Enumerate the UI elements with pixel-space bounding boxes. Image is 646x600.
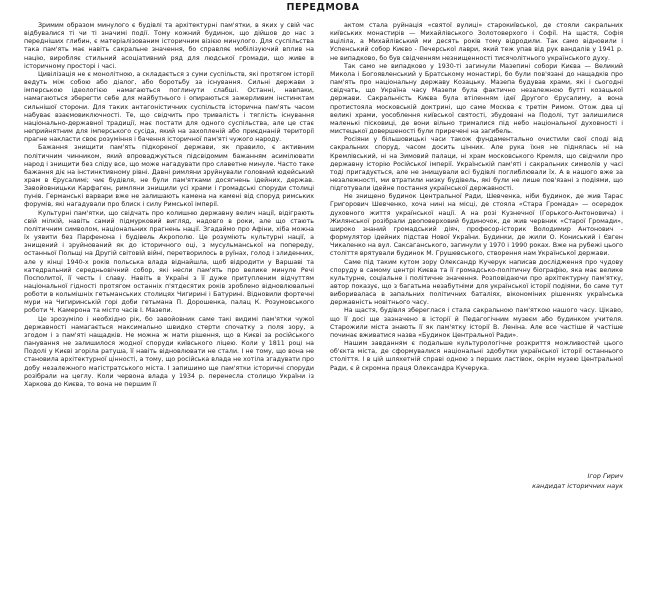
page-title: ПЕРЕДМОВА — [286, 2, 360, 13]
paragraph: Це зрозуміло і необхідно рік, бо завойовник саме такі видимі пам'ятки чужої державності намагається максимально швидко стерти спочатку з поля зору, а згодом і з пам'яті нащадків. Не можна ж мати рішення, що в Києві за російського панування не залишилося жодної споруди київського ліцею. Коли у 1811 році на Подолі у Києві згоріла ратуша, її навіть відновлювати не стали. І не тому, що вона не становила архітектурної цінності, а тому, що російська влада не хотіла згадувати про добу незалежного магістратського міста. І запишимо ще пам'ятки історичні споруди розібрали на цеглу. Коли червона влада у 1934 р. перенесла столицю України із Харкова до Києва, то вона не першим її — [24, 315, 314, 388]
paragraph: Росіяни у більшовицькі часи також фундаментально очистили свої споді від сакральних споруд, часом досить цінних. Але рука їхня не піднялась ні на Кремлівський, ні на Зимовий палаци, ні храм московського Кремля, що свідчили про державну історію Російської імперії. Українській пам'яті і сакральних символів у часі тоді пригадується, але не знищували всі будівлі поглиблювали їх. А в нашого вже за незалежності, ми втратили низку будівель, які були не лише пов'язані з подіями, що підготували ідейне постання української державності. — [330, 136, 623, 193]
author-name: Ігор Гирич — [587, 472, 623, 480]
right-column — [330, 22, 623, 462]
paragraph: На щастя, будівля збереглася і стала сакральною пам'яткою нашого часу. Цікаво, що її досі ще зазначено в історії й Педагогічним музеєм або будинком учителя. Старожили міста знають її як пам'ятку історії В. Леніна. Але все частіше й частіше починає вживатися назва «Будинок Центральної Ради». — [330, 307, 623, 339]
paragraph: Цивілізація не є монолітною, а складається з суми суспільств, які протягом історії ведуть між собою або діалог, або боротьбу за існування. Сильні держави з імперською ідеологією намагаються поглинути слабші. Останні, навпаки, намагаються зберегти себе для майбутнього і опираються зажерливим інстинктам сильнішої сторони. Для таких антагоністичних суспільств історична пам'ять часом набуває взаємовиключності. Те, що свідчить про тривалість і тяглість існування національно-державної традиції, має постати для одного суспільства, але це стає неприйнятним для імперського сусіда, який на захопленій або приєднаній території прагне накласти своє розуміння і бачення історичної пам'яті чужого народу. — [24, 70, 314, 144]
paragraph: Саме під таким кутом зору Олександр Кучерук написав дослідження про чудову споруду в самому центрі Києва та її громадсько-політичну біографію, яка має велике культурне, соціальне і політичне значення. Розповідаючи про архітектурну пам'ятку, автор показує, що з багатьма незабутніми для української історії подіями, бо саме тут вибориваласa в запальних політичних баталіях, вікономіних рішеннях українська державність новітнього часу. — [330, 258, 623, 307]
paragraph: Так само не випадково у 1930-ті загинули Мазепині собори Києва — Великий Микола і Богоявленський у Братському монастирі, бо були пов'язані до нащадків про пам'ять про національну державу Козацьку. Мазепа будував храми, які і сьогодні свідчать, що Україна часу Мазепи була фактично незалежною бутті козацької держави. Сакральність Києва була втіленням ідеї Другого Єрусалиму, а вона протистояла московській доктрині, що саме Москва є третім Римом. Отож два ці великі храми, уособлення київської святості, збудовані на Подолі, тут залишилися маленькі пісковиці, де вони вільно трималися під небо національної духовності і мистецької довершеності були приречені на загибель. — [330, 62, 623, 136]
paragraph: Нашим завданням є подальше культурологічне розкриття можливостей цього об'єкта міста, де сформувалися національні здобутки української історії останнього століття. І в цій шляхетній справі одною з перших ластівок, окрім музею Центральної Ради, є й скромна праця Олександра Кучерука. — [330, 340, 623, 372]
paragraph: Культурні пам'ятки, що свідчать про колишню державну велич нації, відіграють свій мілкій, навіть самий підмурковий вигляд, надовго в роки, але що стають політичним символом, національних прагнень нації. Згадаймо про Афіни, хіба можна їх уявити без Парфенона і будівель Акрополю. Це розуміють культурні нації, а знищений і зруйнований як до історичного оці, з мусульманської на попереду, останньої Польщі на Другій світовій війні, перетворилось в руїнах, голод і злиденних, але у кінці 1940-х років польська влада віднайшла, щоб відродити у Варшаві та катедральний середньовічний собор, які несли пам'ять про велике минуле Речі Посполитої, її честь і славу. Навіть в Україні з її дуже притупленим відчуттям національної гідності протягом останніх п'ятдесятих років зроблено відновлювальні роботи в кольмішніх гетьманських столицях Чигирині і Батурині. Відновили фортечні мури на Чигиринській горі доби гетьмана П. Дорошенка, палац К. Розумовського роботи Ч. Камерона та місто часів І. Мазепи. — [24, 209, 314, 315]
author-title: кандидат історичних наук — [532, 482, 623, 490]
left-column — [24, 22, 314, 577]
paragraph: Не знищено будинок Центральної Ради, Шевченка, ніби будинок, де жив Тарас Григорович Шевченко, хоча нині на місці, де стояла «Стара Громада» — осередок духовного життя української нації. А на розі Кузнечної (Горького-Антоновича) і Жилянської розібрали двоповерховий будиночок, де жив червник «Старої Громади», широко знаний громадський діяч, професор-історик Володимир Антонович - формулятор ідейних підстав Нової України. Будинки, де жили О. Кониський і Євген Чикаленко на вул. Саксаганського, загинули у 1970 і 1990 роках. Вже на рубежі цього століття врятували будинок М. Грушевського, створення нам Української держави. — [330, 193, 623, 258]
paragraph: актом стала руйнація «святої вулиці» старокиївської, де стояли сакральних київських монастирів — Михайлівського Золотоверхого і Софії. На щастя, Софія вціліла, а Михайлівський ми десять років тому відродили. Так само відновили і Успенський собор Києво - Печерської лаври, який теж упав від рук вандалів у 1941 р. не випадково, бо був свідченням незнищенності тисячолітнього українського духу. — [330, 22, 623, 62]
paragraph: Бажання знищити пам'ять підкореної держави, як правило, є активним політичним чинником, який впроваджується підсвідомим бажанням асимілювати народ і знищити без сліду все, що може нагадувати про славетне минуле. Часто таке бажання діє на інстинктивному рівні. Давні римляни зруйнували головний юдейський храм в Єрусалимі; чиє будівля, не були пам'ятками досягнень ідейних, держав. Завойовницьки Карфаген, римляни знищили усі храми і громадські споруди столиці пунів. Германські варвари вже не залишають камена на камені від споруд римських форумів, які нагадували про блиск і силу Римської імперії. — [24, 144, 314, 209]
paragraph: Зримим образом минулого є будівлі та архітектурні пам'ятки, в яких у свій час відбувалися ті чи ті значимі події. Тому кожний будинок, що дійшов до нас з передніших глибин, є матеріалізованим історичним візією минулого. Для суспільства така пам'ять має навіть сакральне значення, бо справляє мобілізуючий вплив на націю, виробляє стильний асоціативний ряд для людської громади, що живе в історичному просторі і часі. — [24, 22, 314, 70]
